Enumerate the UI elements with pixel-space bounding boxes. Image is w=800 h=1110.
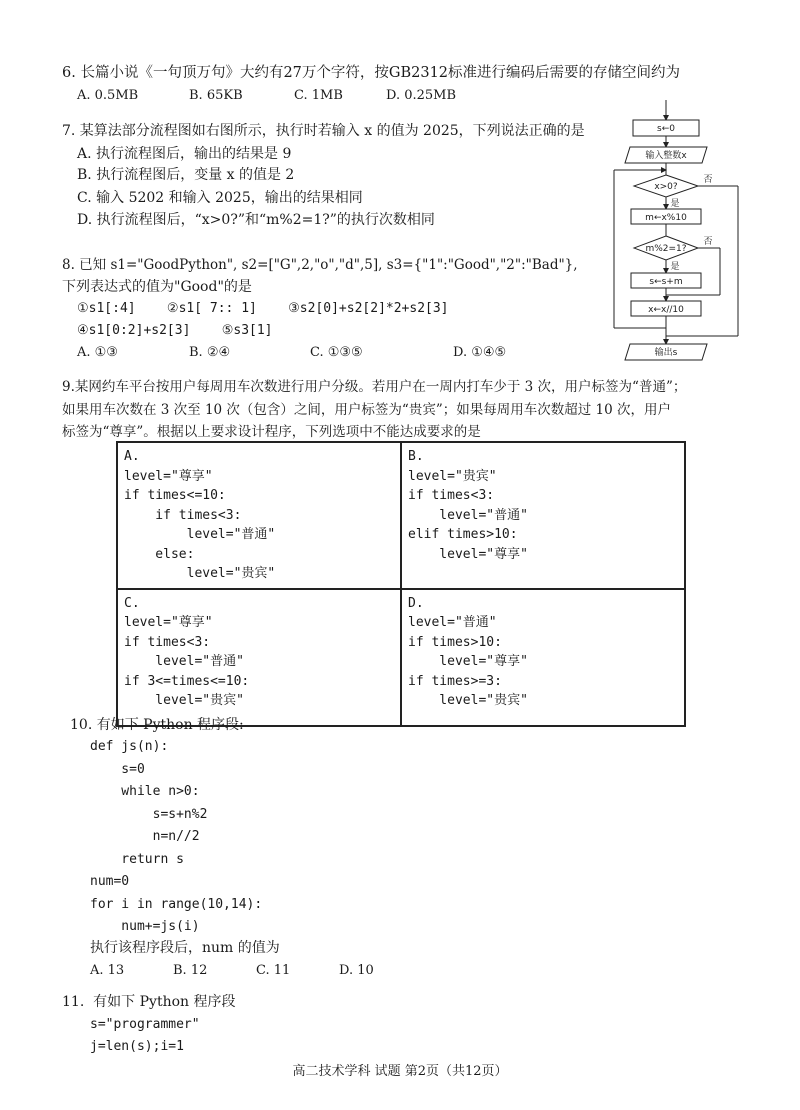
q7-stem: 7. 某算法部分流程图如右图所示，执行时若输入 x 的值为 2025，下列说法正确的是 [62, 123, 585, 139]
code-line: level="贵宾" [408, 693, 528, 708]
code-line: else: [124, 546, 195, 562]
flow-no-label-2: 否 [703, 237, 713, 247]
q6-option-b: B. 65KB [189, 88, 243, 103]
code-line: level="尊享" [124, 468, 213, 484]
code-line: if times<3: [124, 634, 211, 650]
q8-stem-line1: 8. 已知 s1="GoodPython", s2=["G",2,"o","d",5], s3={"1":"Good","2":"Bad"}, [62, 257, 578, 273]
q8-option-c: C. ①③⑤ [310, 345, 363, 360]
code-line: B. [408, 449, 424, 464]
flow-yes-label-2: 是 [670, 262, 680, 272]
flow-input-text: 输入整数x [645, 151, 687, 161]
code-line: j=len(s);i=1 [90, 1039, 184, 1054]
flow-cond2-text: m%2=1? [645, 244, 687, 254]
q7-option-a: A. 执行流程图后，输出的结果是 9 [77, 146, 292, 162]
code-line: level="尊享" [408, 546, 528, 562]
q6-stem: 6. 长篇小说《一句顶万句》大约有27万个字符，按GB2312标准进行编码后需要的存储空间约为 [62, 65, 681, 81]
code-line: level="尊享" [408, 654, 528, 669]
code-line: n=n//2 [90, 829, 200, 844]
q8-option-b: B. ②④ [189, 345, 231, 360]
q10-question: 执行该程序段后，num 的值为 [90, 940, 280, 956]
code-line: level="普通" [124, 654, 244, 669]
flow-no-label-1: 否 [703, 175, 713, 185]
q9-options-table [116, 441, 686, 727]
flow-output-text: 输出s [654, 348, 678, 358]
q7-option-c: C. 输入 5202 和输入 2025，输出的结果相同 [77, 190, 363, 206]
q10-stem: 10. 有如下 Python 程序段: [70, 717, 244, 733]
code-line: level="普通" [408, 507, 528, 523]
code-line: num+=js(i) [90, 919, 200, 934]
code-line: C. [124, 595, 140, 611]
code-line: level="普通" [408, 615, 497, 630]
code-line: for i in range(10,14): [90, 897, 263, 912]
code-line: level="普通" [124, 527, 276, 542]
code-line: level="尊享" [124, 615, 213, 630]
q9-option-b-cell [401, 442, 685, 589]
q7-option-b: B. 执行流程图后，变量 x 的值是 2 [77, 167, 295, 183]
q6-option-a: A. 0.5MB [77, 88, 139, 103]
q9-stem-line1: 9.某网约车平台按用户每周用车次数进行用户分级。若用户在一周内打车少于 3 次，用户标签为“普通”； [62, 379, 687, 395]
code-line: level="贵宾" [408, 468, 497, 484]
q9-option-c-cell [117, 589, 401, 726]
code-line: while n>0: [90, 784, 200, 799]
flow-cond1-text: x>0? [654, 182, 678, 192]
flow-yes-label-1: 是 [670, 199, 680, 209]
flow-init-text: s←0 [657, 124, 675, 134]
q10-option-a: A. 13 [90, 963, 125, 978]
code-line: s="programmer" [90, 1017, 200, 1032]
code-line: return s [90, 852, 184, 867]
code-line: s=0 [90, 762, 145, 777]
flow-assign-m-text: m←x%10 [645, 213, 687, 223]
code-line: if times<3: [124, 507, 242, 523]
page-footer: 高二技术学科 试题 第2页（共12页） [292, 1064, 508, 1079]
code-line: D. [408, 595, 424, 611]
code-line: s=s+n%2 [90, 807, 208, 822]
code-line: if times<=10: [124, 488, 226, 503]
q6-option-c: C. 1MB [294, 88, 343, 103]
code-line: level="贵宾" [124, 693, 244, 708]
q7-option-d: D. 执行流程图后，“x>0?”和“m%2=1?”的执行次数相同 [77, 212, 435, 228]
q10-option-d: D. 10 [339, 963, 374, 978]
q9-stem-line3: 标签为“尊享”。根据以上要求设计程序，下列选项中不能达成要求的是 [62, 424, 481, 440]
flow-assign-s-text: s←s+m [649, 277, 683, 287]
q10-option-c: C. 11 [256, 963, 291, 978]
q9-option-d-cell [401, 589, 685, 726]
q9-option-a-cell [117, 442, 401, 589]
code-line: if times>=3: [408, 673, 502, 689]
algorithm-flowchart [608, 100, 742, 365]
flow-assign-x-text: x←x//10 [648, 305, 684, 315]
q9-stem-line2: 如果用车次数在 3 次至 10 次（包含）之间，用户标签为“贵宾”；如果每周用车次数超过 10 次，用户 [62, 402, 671, 418]
q8-stem-line2: 下列表达式的值为"Good"的是 [62, 279, 252, 295]
code-line: if times<3: [408, 488, 495, 503]
q6-option-d: D. 0.25MB [386, 88, 457, 103]
q11-stem: 11. 有如下 Python 程序段 [62, 994, 236, 1010]
q8-expressions-line2: ④s1[0:2]+s2[3] ⑤s3[1] [77, 323, 273, 338]
code-line: def js(n): [90, 739, 169, 754]
code-line: if times>10: [408, 634, 502, 650]
q8-option-d: D. ①④⑤ [453, 345, 507, 360]
code-line: if 3<=times<=10: [124, 673, 250, 689]
q10-option-b: B. 12 [173, 963, 208, 978]
q8-expressions-line1: ①s1[:4] ②s1[ 7:: 1] ③s2[0]+s2[2]*2+s2[3] [77, 301, 449, 316]
q8-option-a: A. ①③ [77, 345, 118, 360]
code-line: elif times>10: [408, 527, 518, 542]
code-line: A. [124, 449, 140, 464]
code-line: level="贵宾" [124, 566, 276, 581]
code-line: num=0 [90, 874, 130, 889]
